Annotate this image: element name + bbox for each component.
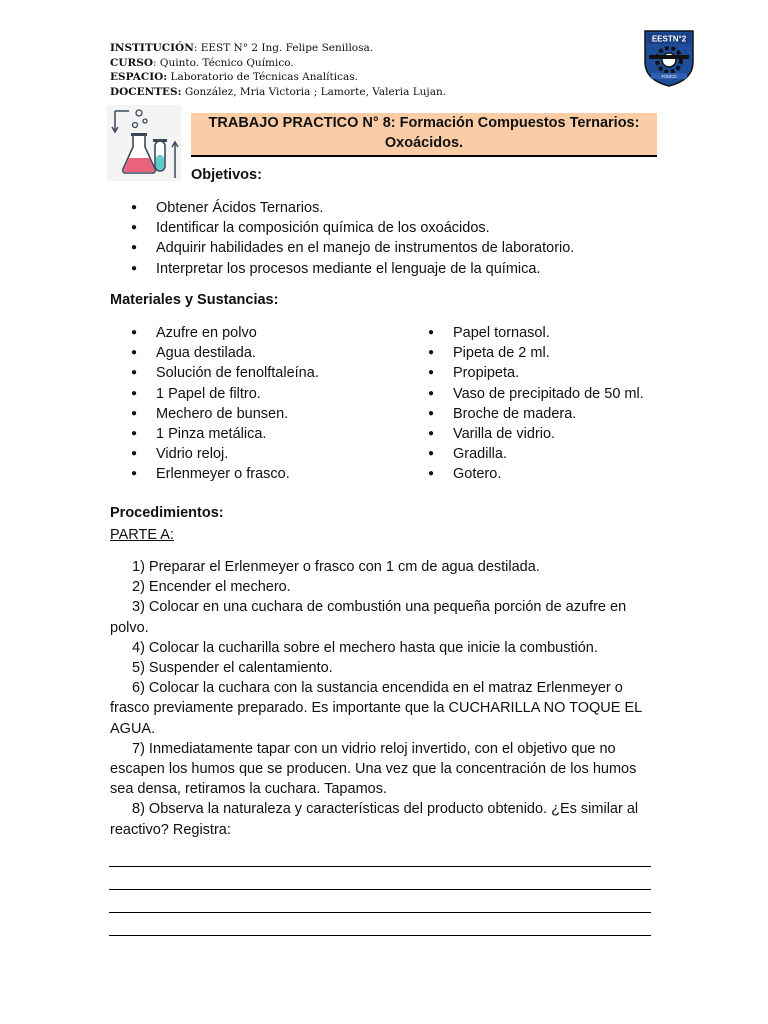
list-item: ● Gotero. [428,464,644,484]
school-logo-icon [641,28,697,88]
materiales-heading: Materiales y Sustancias: [110,292,279,308]
answer-line[interactable] [109,912,651,913]
espacio-line: ESPACIO: Laboratorio de Técnicas Analíticas. [110,71,358,83]
parte-a-label: PARTE A: [110,527,174,543]
answer-line[interactable] [109,889,651,890]
answer-lines [109,866,651,958]
list-item: ● Erlenmeyer o frasco. [131,464,319,484]
materiales-list-col1 [131,323,319,485]
list-item: ● Azufre en polvo [131,323,319,343]
step-item: 3) Colocar en una cuchara de combustión una pequeña porción de azufre en polvo. [110,599,627,636]
list-item: ● Agua destilada. [131,343,319,363]
procedimientos-heading: Procedimientos: [110,505,224,521]
list-item: ● 1 Papel de filtro. [131,384,319,404]
list-item: ● Identificar la composición química de los oxoácidos. [131,218,574,238]
title-line-1: TRABAJO PRACTICO N° 8: Formación Compuestos Ternarios: [208,115,640,131]
list-item: ● Pipeta de 2 ml. [428,343,644,363]
list-item: ● Gradilla. [428,444,644,464]
svg-text:EESTN°2: EESTN°2 [651,34,687,44]
list-item: ● Varilla de vidrio. [428,424,644,444]
list-item: ● Vaso de precipitado de 50 ml. [428,384,644,404]
list-item: ● Mechero de bunsen. [131,404,319,424]
lab-flask-icon [105,103,185,183]
step-item: 8) Observa la naturaleza y características del producto obtenido. ¿Es similar al reactivo? Registra: [110,801,639,838]
step-item: 7) Inmediatamente tapar con un vidrio reloj invertido, con el objetivo que no escapen los humos que se producen. Una vez que la concentración de los humos sea densa, retiramos la cuchara. Tapamos. [110,740,637,798]
list-item: ● Vidrio reloj. [131,444,319,464]
list-item: ● Propipeta. [428,363,644,383]
svg-text:FÍSICO: FÍSICO [661,74,677,79]
title-line-2: Oxoácidos. [384,135,464,151]
list-item: ● Interpretar los procesos mediante el lenguaje de la química. [131,259,574,279]
list-item: ● 1 Pinza metálica. [131,424,319,444]
list-item: ● Solución de fenolftaleína. [131,363,319,383]
objetivos-heading: Objetivos: [191,167,262,183]
objetivos-list [131,198,574,279]
list-item: ● Papel tornasol. [428,323,644,343]
step-item: 1) Preparar el Erlenmeyer o frasco con 1 cm de agua destilada. [132,559,540,575]
answer-line[interactable] [109,935,651,936]
institution-header [110,41,446,99]
step-item: 4) Colocar la cucharilla sobre el mechero hasta que inicie la combustión. [132,639,598,656]
docentes-line: DOCENTES: González, Mria Victoria ; Lamorte, Valeria Lujan. [110,85,447,98]
list-item: ● Broche de madera. [428,404,644,424]
step-item: 6) Colocar la cuchara con la sustancia encendida en el matraz Erlenmeyer o frasco previamente preparado. Es importante que la CUCHARILLA NO TOQUE EL AGUA. [110,680,642,737]
list-item: ● Adquirir habilidades en el manejo de instrumentos de laboratorio. [131,238,574,258]
curso-line: CURSO: Quinto. Técnico Químico. [110,56,294,69]
materiales-list-col2 [428,323,644,485]
title-banner [191,113,657,157]
procedure-steps [110,557,660,840]
answer-line[interactable] [109,866,651,867]
step-item: 5) Suspender el calentamiento. [132,660,333,677]
list-item: ● Obtener Ácidos Ternarios. [131,198,574,218]
step-item: 2) Encender el mechero. [132,579,291,596]
institucion-line: INSTITUCIÓN: EEST N° 2 Ing. Felipe Senillosa. [110,42,374,54]
